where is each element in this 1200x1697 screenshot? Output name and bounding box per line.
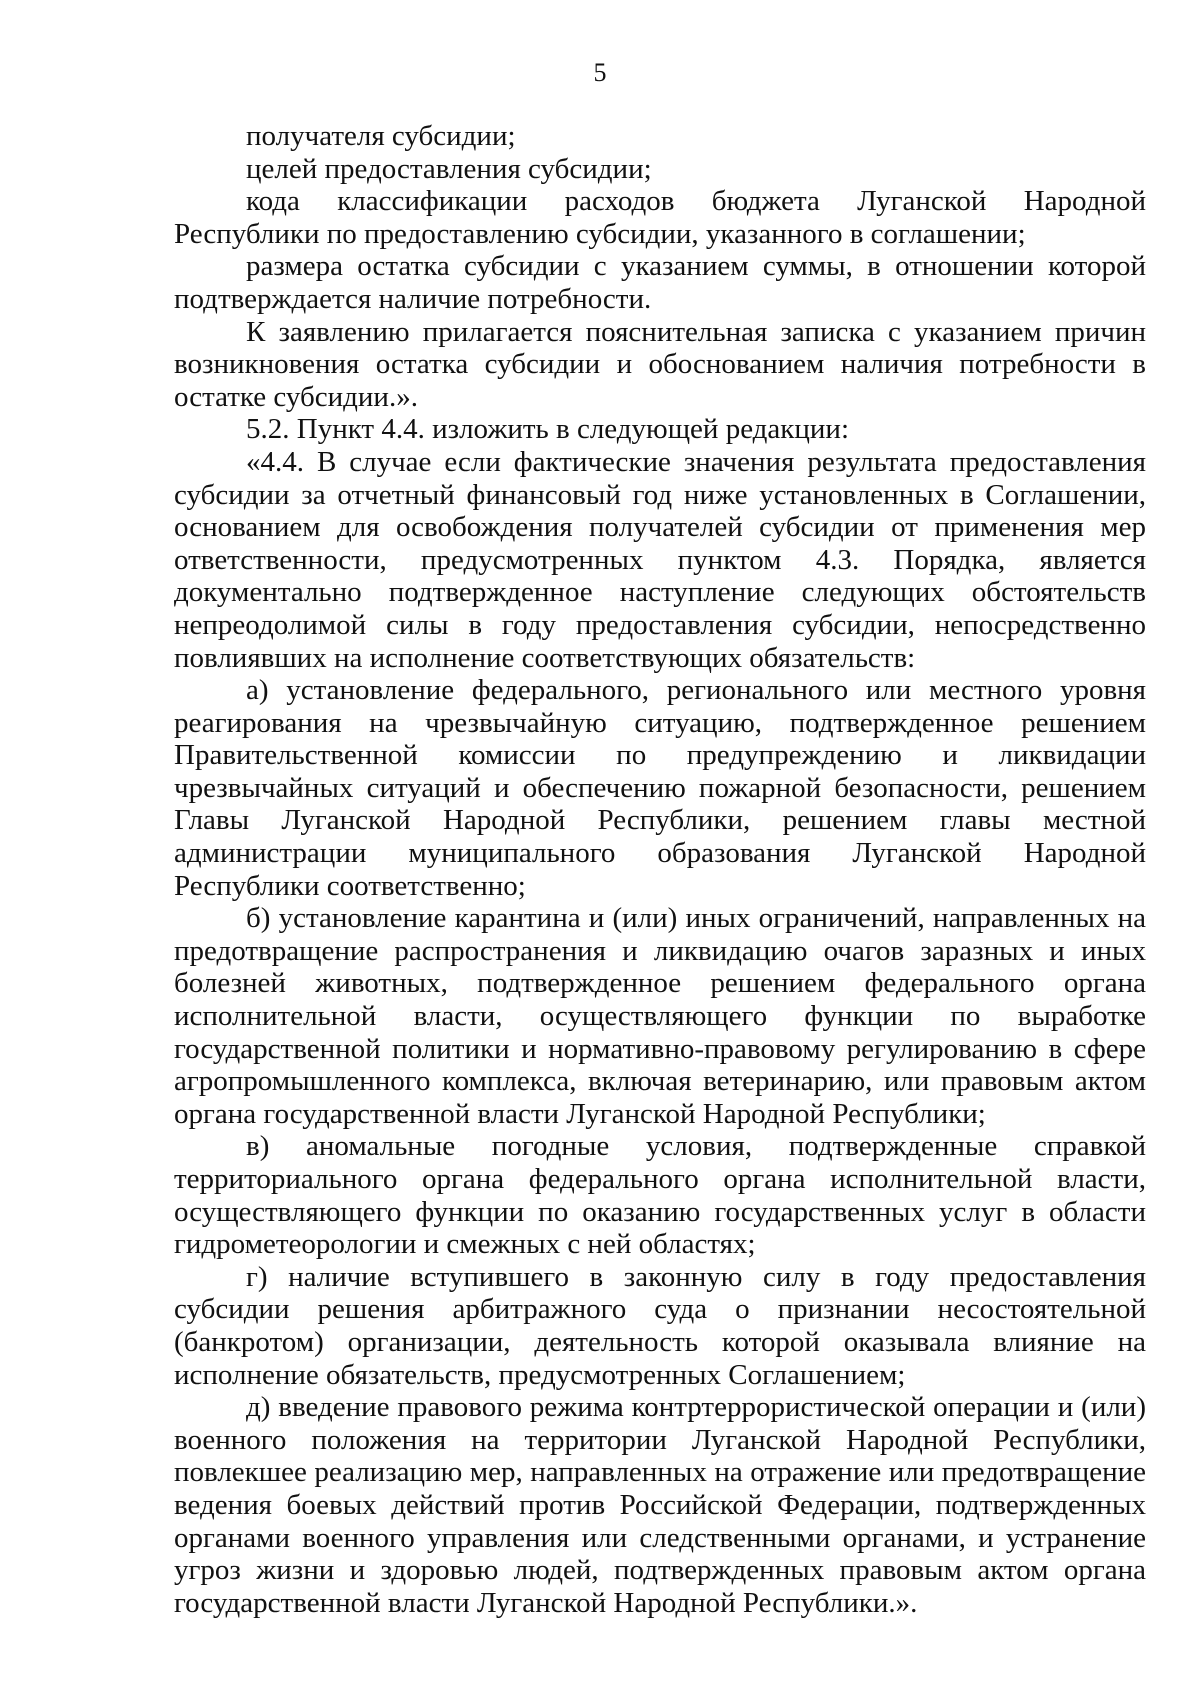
paragraph-remainder-size: размера остатка субсидии с указанием суммы, в отношении которой подтверждается наличие потребности. (174, 250, 1146, 315)
list-item-v: в) аномальные погодные условия, подтвержденные справкой территориального органа федерального органа исполнительной власти, осуществляющего функции по оказанию государственных услуг в области гидрометеорологии и смежных с ней областях; (174, 1130, 1146, 1261)
paragraph-goals: целей предоставления субсидии; (246, 152, 652, 185)
paragraph-explanatory-note: К заявлению прилагается пояснительная записка с указанием причин возникновения остатка субсидии и обоснованием наличия потребности в остатке субсидии.». (174, 315, 1146, 413)
paragraph-clause-5-2: 5.2. Пункт 4.4. изложить в следующей редакции: (246, 413, 850, 446)
document-body (174, 120, 1146, 1619)
paragraph-clause-4-4: «4.4. В случае если фактические значения результата предоставления субсидии за отчетный финансовый год ниже установленных в Соглашении, основанием для освобождения получателей субсидии от применения мер ответственности, предусмотренных пунктом 4.3. Порядка, является документально подтвержденное наступление следующих обстоятельств непреодолимой силы в году предоставления субсидии, непосредственно повлиявших на исполнение соответствующих обязательств: (174, 445, 1146, 674)
list-item-b: б) установление карантина и (или) иных ограничений, направленных на предотвращение распространения и ликвидацию очагов заразных и иных болезней животных, подтвержденное решением федерального органа исполнительной власти, осуществляющего функции по выработке государственной политики и нормативно-правовому регулированию в сфере агропромышленного комплекса, включая ветеринарию, или правовым актом органа государственной власти Луганской Народной Республики; (174, 902, 1146, 1130)
list-item-a: а) установление федерального, регионального или местного уровня реагирования на чрезвычайную ситуацию, подтвержденное решением Правительственной комиссии по предупреждению и ликвидации чрезвычайных ситуаций и обеспечению пожарной безопасности, решением Главы Луганской Народной Республики, решением главы местной администрации муниципального образования Луганской Народной Республики соответственно; (174, 674, 1146, 902)
paragraph-classification-code: кода классификации расходов бюджета Луганской Народной Республики по предоставлению субсидии, указанного в соглашении; (174, 185, 1146, 250)
list-item-g: г) наличие вступившего в законную силу в году предоставления субсидии решения арбитражного суда о признании несостоятельной (банкротом) организации, деятельность которой оказывала влияние на исполнение обязательств, предусмотренных Соглашением; (174, 1260, 1146, 1391)
list-item-d: д) введение правового режима контртеррористической операции и (или) военного положения на территории Луганской Народной Республики, повлекшее реализацию мер, направленных на отражение или предотвращение ведения боевых действий против Российской Федерации, подтвержденных органами военного управления или следственными органами, и устранение угроз жизни и здоровью людей, подтвержденных правовым актом органа государственной власти Луганской Народной Республики.». (174, 1391, 1146, 1619)
page-number: 5 (593, 58, 607, 87)
paragraph-recipient: получателя субсидии; (246, 120, 516, 152)
